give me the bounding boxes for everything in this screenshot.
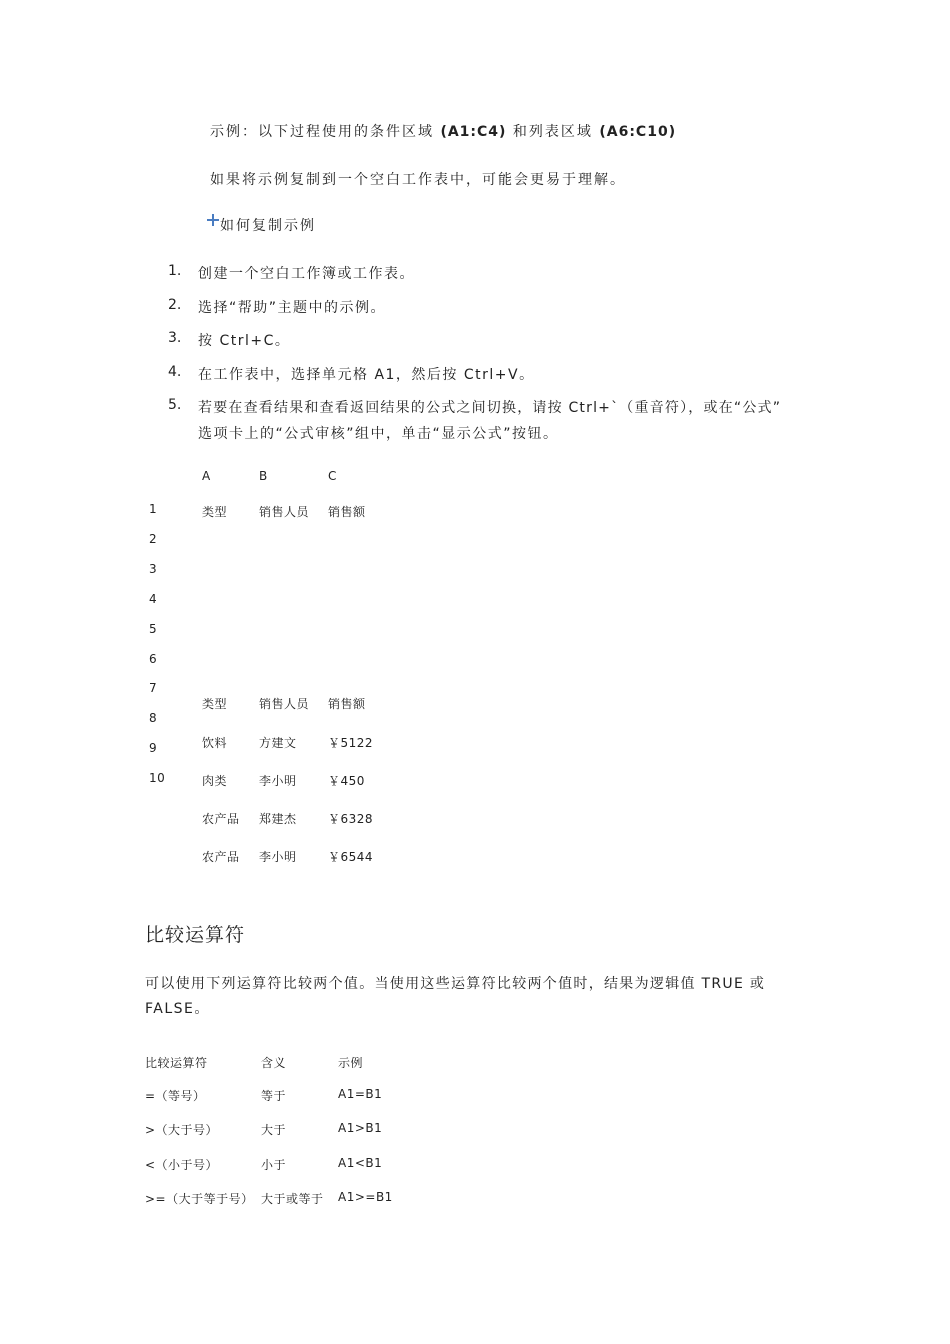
table-cell: >（大于号） — [145, 1123, 219, 1137]
table-cell: 小于 — [261, 1158, 287, 1172]
cell: 方建文 — [259, 736, 297, 750]
cell: ￥5122 — [328, 736, 374, 750]
column-header-a: A — [202, 469, 211, 483]
step-text-continued: 选项卡上的“公式审核”组中，单击“显示公式”按钮。 — [198, 426, 559, 442]
row-number: 1 — [149, 502, 158, 516]
row-number: 9 — [149, 741, 158, 755]
cell: 销售额 — [328, 505, 366, 519]
row-number: 8 — [149, 711, 158, 725]
table-cell: A1<B1 — [338, 1156, 383, 1170]
cell: 销售人员 — [259, 697, 310, 711]
how-to-copy-toggle[interactable] — [207, 215, 316, 235]
example-mid: 和列表区域 — [512, 124, 593, 140]
comparison-description-continued: FALSE。 — [145, 1001, 210, 1017]
table-cell: A1=B1 — [338, 1087, 383, 1101]
table-cell: 大于 — [261, 1123, 287, 1137]
cell: ￥6544 — [328, 850, 374, 864]
table-header: 示例 — [338, 1056, 364, 1070]
step-text: 若要在查看结果和查看返回结果的公式之间切换，请按 Ctrl+`（重音符），或在“公式” — [198, 400, 782, 416]
cell: 销售人员 — [259, 505, 310, 519]
table-cell: 大于或等于 — [261, 1192, 324, 1206]
comparison-description: 可以使用下列运算符比较两个值。当使用这些运算符比较两个值时，结果为逻辑值 TRUE 或 — [145, 976, 766, 992]
table-cell: 等于 — [261, 1089, 287, 1103]
column-header-c: C — [328, 469, 337, 483]
table-header: 含义 — [261, 1056, 287, 1070]
cell: 类型 — [202, 697, 228, 711]
cell: 郑建杰 — [259, 812, 297, 826]
step-text: 在工作表中，选择单元格 A1，然后按 Ctrl+V。 — [198, 367, 535, 383]
step-number: 3. — [168, 330, 182, 346]
cell: 肉类 — [202, 774, 228, 788]
cell: ￥6328 — [328, 812, 374, 826]
cell: 农产品 — [202, 812, 240, 826]
row-number: 6 — [149, 652, 158, 666]
how-to-copy-label: 如何复制示例 — [220, 218, 316, 234]
step-text: 按 Ctrl+C。 — [198, 333, 291, 349]
table-cell: A1>=B1 — [338, 1190, 393, 1204]
row-number: 10 — [149, 771, 166, 785]
cell: 销售额 — [328, 697, 366, 711]
table-header: 比较运算符 — [145, 1056, 208, 1070]
table-cell: <（小于号） — [145, 1158, 219, 1172]
row-number: 7 — [149, 681, 158, 695]
step-number: 4. — [168, 364, 182, 380]
row-number: 3 — [149, 562, 158, 576]
step-number: 5. — [168, 397, 182, 413]
section-heading: 比较运算符 — [145, 924, 246, 946]
example-intro-line — [210, 121, 676, 141]
cell: 李小明 — [259, 774, 297, 788]
step-text: 创建一个空白工作簿或工作表。 — [198, 266, 415, 282]
cell: 农产品 — [202, 850, 240, 864]
cell: 李小明 — [259, 850, 297, 864]
table-cell: >=（大于等于号） — [145, 1192, 254, 1206]
row-number: 2 — [149, 532, 158, 546]
list-range: (A6:C10) — [599, 124, 677, 140]
row-number: 5 — [149, 622, 158, 636]
row-number: 4 — [149, 592, 158, 606]
table-cell: =（等号） — [145, 1089, 206, 1103]
example-prefix: 示例：以下过程使用的条件区域 — [210, 124, 434, 140]
table-cell: A1>B1 — [338, 1121, 383, 1135]
cell: ￥450 — [328, 774, 365, 788]
step-number: 1. — [168, 263, 182, 279]
cell: 类型 — [202, 505, 228, 519]
cell: 饮料 — [202, 736, 228, 750]
criteria-range: (A1:C4) — [440, 124, 507, 140]
step-number: 2. — [168, 297, 182, 313]
step-text: 选择“帮助”主题中的示例。 — [198, 300, 387, 316]
plus-icon — [207, 214, 219, 226]
copy-hint: 如果将示例复制到一个空白工作表中，可能会更易于理解。 — [210, 172, 626, 188]
column-header-b: B — [259, 469, 268, 483]
